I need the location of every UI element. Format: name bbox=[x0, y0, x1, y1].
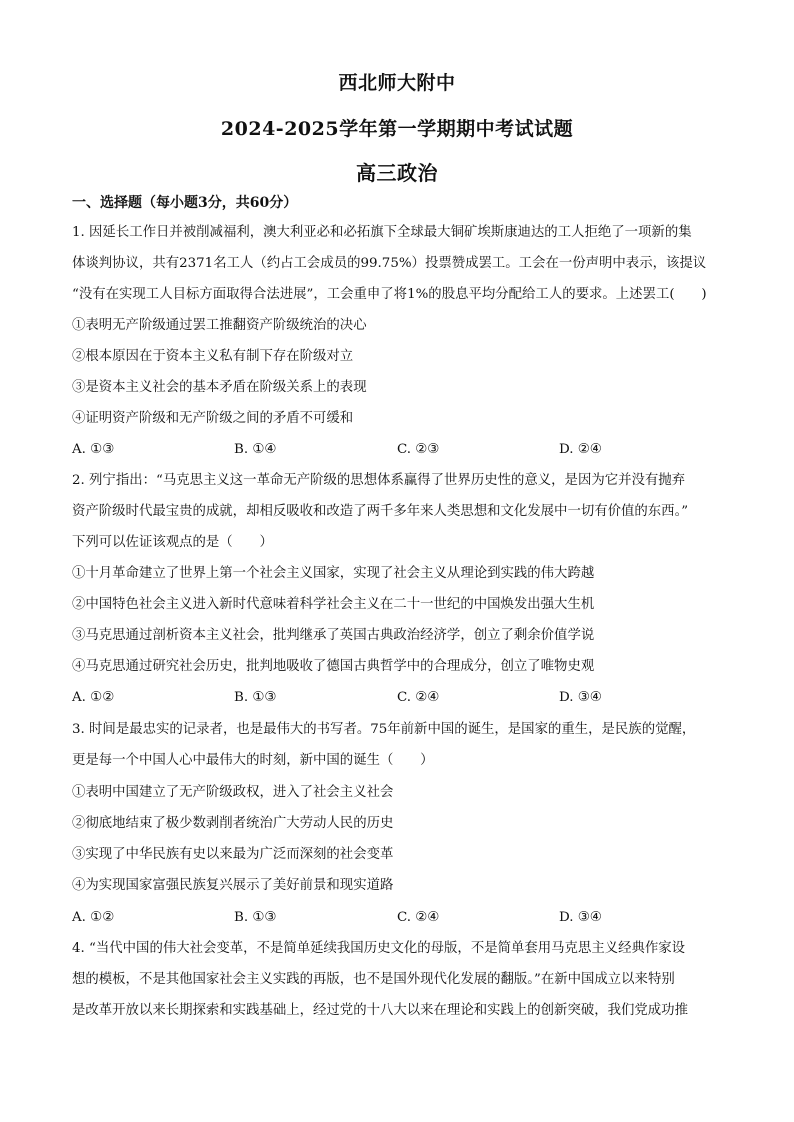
question-3-item: ①表明中国建立了无产阶级政权，进入了社会主义社会 bbox=[72, 785, 394, 800]
option-c[interactable]: C. ②③ bbox=[397, 442, 440, 457]
option-d[interactable]: D. ②④ bbox=[559, 442, 602, 457]
option-c[interactable]: C. ②④ bbox=[397, 910, 440, 925]
question-2-options bbox=[72, 688, 732, 708]
question-1-item: ④证明资产阶级和无产阶级之间的矛盾不可缓和 bbox=[72, 411, 354, 426]
question-1-item: ②根本原因在于资本主义私有制下存在阶级对立 bbox=[72, 349, 354, 364]
question-2-item: ④马克思通过研究社会历史，批判地吸收了德国古典哲学中的合理成分，创立了唯物史观 bbox=[72, 659, 595, 674]
option-a[interactable]: A. ①② bbox=[72, 910, 115, 925]
question-3-item: ②彻底地结束了极少数剥削者统治广大劳动人民的历史 bbox=[72, 816, 394, 831]
question-1-stem-line: 体谈判协议，共有2371名工人（约占工会成员的99.75%）投票赞成罢工。工会在一份声明中表示，该提议 bbox=[72, 256, 707, 271]
option-d[interactable]: D. ③④ bbox=[559, 910, 602, 925]
question-4-stem-line: 想的模板，不是其他国家社会主义实践的再版，也不是国外现代化发展的翻版。”在新中国成立以来特别 bbox=[72, 972, 675, 987]
question-1-stem-line: 1. 因延长工作日并被削减福利，澳大利亚必和必拓旗下全球最大铜矿埃斯康迪达的工人拒绝了一项新的集 bbox=[72, 225, 692, 240]
subject-title: 高三政治 bbox=[356, 161, 438, 185]
section-title: 一、选择题（每小题3分，共60分） bbox=[72, 195, 298, 211]
option-b[interactable]: B. ①③ bbox=[234, 910, 277, 925]
question-1-item: ①表明无产阶级通过罢工推翻资产阶级统治的决心 bbox=[72, 318, 367, 333]
question-2-item: ②中国特色社会主义进入新时代意味着科学社会主义在二十一世纪的中国焕发出强大生机 bbox=[72, 597, 595, 612]
question-4-stem-line: 4. “当代中国的伟大社会变革，不是简单延续我国历史文化的母版，不是简单套用马克思主义经典作家设 bbox=[72, 941, 686, 956]
question-4-stem-line: 是改革开放以来长期探索和实践基础上，经过党的十八大以来在理论和实践上的创新突破，我们党成功推 bbox=[72, 1003, 688, 1018]
exam-title: 2024-2025学年第一学期期中考试试题 bbox=[220, 118, 574, 140]
question-3-item: ③实现了中华民族有史以来最为广泛而深刻的社会变革 bbox=[72, 847, 394, 862]
question-2-stem-line: 资产阶级时代最宝贵的成就，却相反吸收和改造了两千多年来人类思想和文化发展中一切有价值的东西。” bbox=[72, 504, 689, 519]
question-3-item: ④为实现国家富强民族复兴展示了美好前景和现实道路 bbox=[72, 878, 394, 893]
question-2-item: ①十月革命建立了世界上第一个社会主义国家，实现了社会主义从理论到实践的伟大跨越 bbox=[72, 566, 595, 581]
question-3-stem-line: 更是每一个中国人心中最伟大的时刻，新中国的诞生（ ） bbox=[72, 753, 434, 768]
option-a[interactable]: A. ①③ bbox=[72, 442, 115, 457]
question-1-stem-line: “没有在实现工人目标方面取得合法进展”，工会重申了将1%的股息平均分配给工人的要求。上述罢工( ) bbox=[72, 287, 707, 302]
question-2-item: ③马克思通过剖析资本主义社会，批判继承了英国古典政治经济学，创立了剩余价值学说 bbox=[72, 628, 595, 643]
option-a[interactable]: A. ①② bbox=[72, 690, 115, 705]
question-3-options bbox=[72, 908, 732, 928]
question-3-stem-line: 3. 时间是最忠实的记录者，也是最伟大的书写者。75年前新中国的诞生，是国家的重生，是民族的觉醒， bbox=[72, 722, 696, 737]
option-c[interactable]: C. ②④ bbox=[397, 690, 440, 705]
question-2-stem-line: 下列可以佐证该观点的是（ ） bbox=[72, 535, 273, 550]
option-d[interactable]: D. ③④ bbox=[559, 690, 602, 705]
option-b[interactable]: B. ①④ bbox=[234, 442, 277, 457]
school-name: 西北师大附中 bbox=[338, 72, 456, 94]
question-1-options bbox=[72, 440, 732, 460]
question-2-stem-line: 2. 列宁指出：“马克思主义这一革命无产阶级的思想体系赢得了世界历史性的意义，是因为它并没有抛弃 bbox=[72, 473, 686, 488]
option-b[interactable]: B. ①③ bbox=[234, 690, 277, 705]
question-1-item: ③是资本主义社会的基本矛盾在阶级关系上的表现 bbox=[72, 380, 367, 395]
